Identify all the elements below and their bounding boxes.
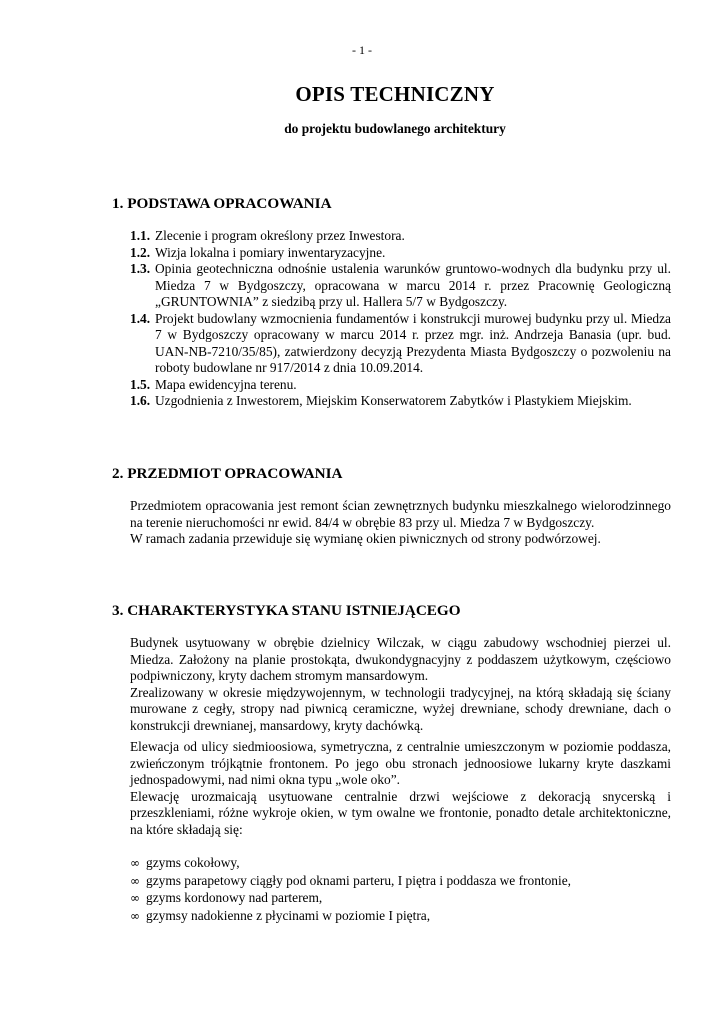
section-2-body [130, 498, 671, 548]
paragraph: Elewację urozmaicają usytuowane centralnie drzwi wejściowe z dekoracją snycerską i przeszkleniami, różne wykroje okien, w tym owalne we frontonie, ponadto detale architektoniczne, na które składają się: [130, 788, 671, 837]
item-number: 1.3. [130, 261, 151, 276]
infinity-bullet-icon: ∞ [130, 856, 140, 870]
list-item [130, 261, 671, 311]
bullet-text: gzyms parapetowy ciągły pod oknami parteru, I piętra i poddasza we frontonie, [146, 872, 572, 888]
list-item [130, 245, 671, 262]
paragraph: Budynek usytuowany w obrębie dzielnicy Wilczak, w ciągu zabudowy wschodniej pierzei ul. Miedza. Założony na planie prostokąta, dwukondygnacyjny z poddaszem użytkowym, częściowo podpiwniczony, kryty dachem stromym mansardowym. [130, 635, 671, 683]
section-heading-3: 3. CHARAKTERYSTYKA STANU ISTNIEJĄCEGO [112, 602, 461, 619]
section-heading-1: 1. PODSTAWA OPRACOWANIA [112, 195, 332, 212]
list-item [130, 311, 671, 377]
document-subtitle: do projektu budowlanego architektury [284, 121, 506, 136]
bullet-text: gzymsy nadokienne z płycinami w poziomie I piętra, [146, 907, 431, 923]
paragraph: Elewacja od ulicy siedmioosiowa, symetryczna, z centralnie umieszczonym w poziomie poddasza, zwieńczonym trójkątnie frontonem. Po jego obu stronach jednoosiowe lukarny kryte daszkami jednospadowymi, nad nimi okna typu „wole oko”. [130, 739, 671, 787]
paragraph: Przedmiotem opracowania jest remont ścian zewnętrznych budynku mieszkalnego wielorodzinnego na terenie nieruchomości nr ewid. 84/4 w obrębie 83 przy ul. Miedza 7 w Bydgoszczy. [130, 498, 671, 530]
document-title: OPIS TECHNICZNY [295, 82, 495, 106]
detail-bullet-list [130, 855, 671, 925]
item-text: Projekt budowlany wzmocnienia fundamentów i konstrukcji murowej budynku przy ul. Miedza 7 w Bydgoszczy opracowany w marcu 2014 r. przez mgr. inż. Andrzeja Banasia (upr. bud. UAN-NB-7210/35/85), zatwierdzony decyzją Prezydenta Miasta Bydgoszczy o pozwoleniu na roboty budowlane nr 917/2014 z dnia 10.09.2014. [155, 310, 671, 375]
section-heading-2: 2. PRZEDMIOT OPRACOWANIA [112, 465, 343, 482]
paragraph: Zrealizowany w okresie międzywojennym, w technologii tradycyjnej, na którą składają się ściany murowane z cegły, stropy nad piwnicą ceramiczne, wyżej drewniane, schody drewniane, dach o konstrukcji drewnianej, mansardowy, kryty dachówką. [130, 684, 671, 733]
item-number: 1.2. [130, 244, 151, 260]
list-item [130, 890, 671, 907]
item-number: 1.4. [130, 310, 151, 326]
item-number: 1.6. [130, 393, 151, 408]
item-text: Zlecenie i program określony przez Inwestora. [155, 228, 405, 243]
infinity-bullet-icon: ∞ [130, 891, 140, 905]
bullet-text: gzyms kordonowy nad parterem, [146, 890, 323, 905]
infinity-bullet-icon: ∞ [130, 908, 140, 923]
list-item [130, 855, 671, 872]
bullet-text: gzyms cokołowy, [146, 855, 240, 870]
list-item [130, 908, 671, 925]
infinity-bullet-icon: ∞ [130, 873, 140, 888]
page-number: - 1 - [352, 43, 372, 57]
list-item [130, 873, 671, 890]
list-item [130, 377, 671, 394]
item-text: Opinia geotechniczna odnośnie ustalenia warunków gruntowo-wodnych dla budynku przy ul. Miedza 7 w Bydgoszczy, opracowana w marcu 2014 r. przez Pracownię Geologiczną „GRUNTOWNIA” z siedzibą przy ul. Hallera 5/7 w Bydgoszczy. [155, 261, 671, 309]
section-1-list [130, 228, 671, 410]
paragraph: W ramach zadania przewiduje się wymianę okien piwnicznych od strony podwórzowej. [130, 531, 601, 546]
list-item [130, 393, 671, 410]
section-3-body [130, 635, 671, 838]
item-text: Uzgodnienia z Inwestorem, Miejskim Konserwatorem Zabytków i Plastykiem Miejskim. [155, 393, 632, 408]
item-text: Wizja lokalna i pomiary inwentaryzacyjne. [155, 244, 386, 260]
list-item [130, 228, 671, 245]
item-text: Mapa ewidencyjna terenu. [155, 376, 297, 392]
item-number: 1.5. [130, 376, 151, 392]
item-number: 1.1. [130, 228, 151, 243]
